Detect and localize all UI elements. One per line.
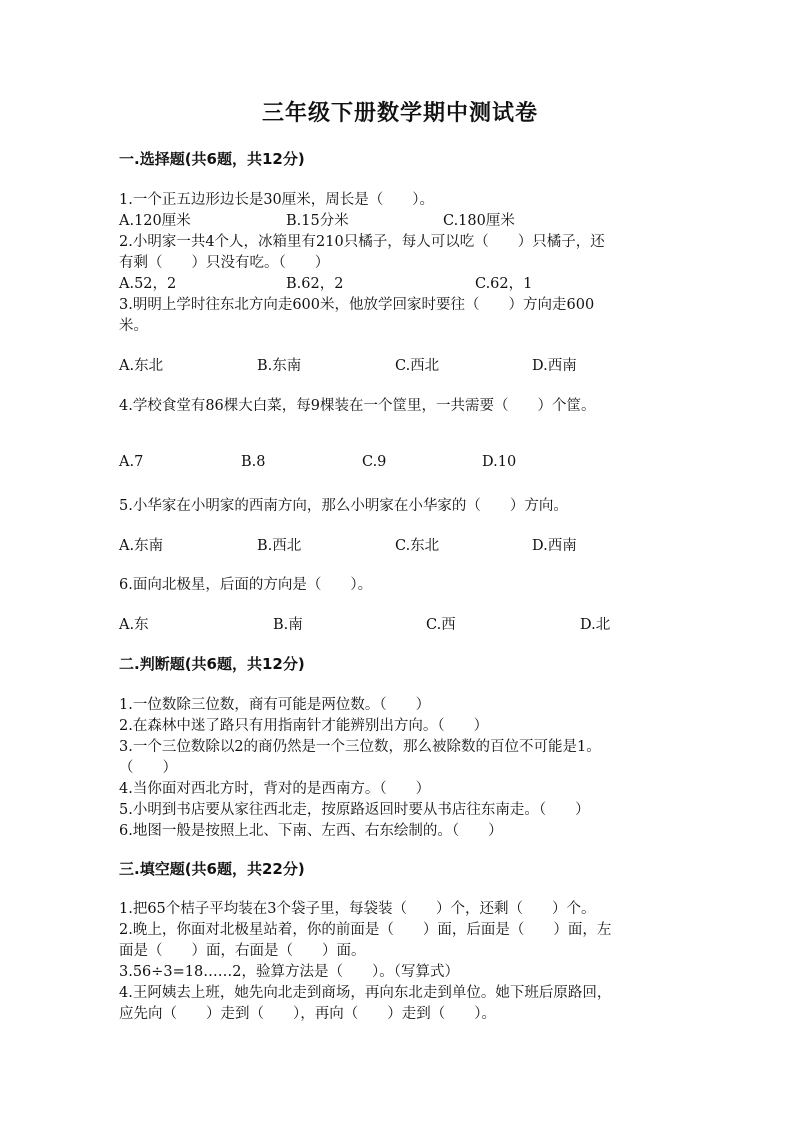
q2-option-b: B.62，2 — [286, 276, 344, 292]
q6-option-a: A.东 — [119, 617, 149, 633]
q5-option-c: C.东北 — [395, 538, 440, 554]
q3-option-a: A.东北 — [119, 358, 164, 374]
q5-option-d: D.西南 — [532, 538, 577, 554]
q1-option-b: B.15分米 — [286, 213, 349, 229]
tf-line-6: 5.小明到书店要从家往西北走，按原路返回时要从书店往东南走。（ ） — [119, 802, 590, 818]
fill-line-2: 2.晚上，你面对北极星站着，你的前面是（ ）面，后面是（ ）面，左 — [119, 922, 612, 938]
q4-text: 4.学校食堂有86棵大白菜，每9棵装在一个筐里，一共需要（ ）个筐。 — [119, 398, 596, 414]
q3-text-line1: 3.明明上学时往东北方向走600米，他放学回家时要往（ ）方向走600 — [119, 297, 595, 313]
tf-line-7: 6.地图一般是按照上北、下南、左西、右东绘制的。（ ） — [119, 823, 503, 839]
q2-option-a: A.52，2 — [119, 276, 177, 292]
q3-option-d: D.西南 — [532, 358, 577, 374]
fill-line-5: 4.王阿姨去上班，她先向北走到商场，再向东北走到单位。她下班后原路回， — [119, 985, 612, 1001]
tf-line-3: 3.一个三位数除以2的商仍然是一个三位数，那么被除数的百位不可能是1。 — [119, 739, 601, 755]
q6-option-b: B.南 — [273, 617, 303, 633]
fill-line-1: 1.把65个桔子平均装在3个袋子里，每袋装（ ）个，还剩（ ）个。 — [119, 901, 596, 917]
q1-option-a: A.120厘米 — [119, 213, 191, 229]
q6-option-c: C.西 — [426, 617, 456, 633]
page-title: 三年级下册数学期中测试卷 — [261, 100, 538, 126]
tf-line-5: 4.当你面对西北方时，背对的是西南方。（ ） — [119, 781, 431, 797]
q2-option-c: C.62，1 — [475, 276, 533, 292]
fill-line-3: 面是（ ）面，右面是（ ）面。 — [119, 943, 366, 959]
fill-line-6: 应先向（ ）走到（ ），再向（ ）走到（ ）。 — [119, 1006, 496, 1022]
q2-text-line2: 有剩（ ）只没有吃。（ ） — [119, 255, 330, 271]
q5-text: 5.小华家在小明家的西南方向，那么小明家在小华家的（ ）方向。 — [119, 498, 568, 514]
q6-option-d: D.北 — [580, 617, 611, 633]
q1-option-c: C.180厘米 — [443, 213, 515, 229]
q1-text: 1.一个正五边形边长是30厘米，周长是（ ）。 — [119, 192, 435, 208]
q5-option-a: A.东南 — [119, 538, 164, 554]
tf-line-4: （ ） — [119, 760, 177, 776]
fill-line-4: 3.56÷3=18……2，验算方法是（ ）。（写算式） — [119, 964, 459, 980]
q5-option-b: B.西北 — [257, 538, 302, 554]
q2-text-line1: 2.小明家一共4个人，冰箱里有210只橘子，每人可以吃（ ）只橘子，还 — [119, 234, 605, 250]
tf-line-1: 1.一位数除三位数，商有可能是两位数。（ ） — [119, 697, 431, 713]
section-heading-choice: 一.选择题(共6题，共12分) — [119, 150, 305, 168]
q3-text-line2: 米。 — [119, 318, 148, 334]
section-heading-fill-in: 三.填空题(共6题，共22分) — [119, 860, 305, 878]
tf-line-2: 2.在森林中迷了路只有用指南针才能辨别出方向。（ ） — [119, 718, 489, 734]
q3-option-b: B.东南 — [257, 358, 302, 374]
q6-text: 6.面向北极星，后面的方向是（ ）。 — [119, 577, 373, 593]
q4-option-b: B.8 — [241, 454, 266, 470]
q4-option-a: A.7 — [119, 454, 144, 470]
q4-option-d: D.10 — [482, 454, 517, 470]
q4-option-c: C.9 — [362, 454, 387, 470]
section-heading-true-false: 二.判断题(共6题，共12分) — [119, 655, 305, 673]
q3-option-c: C.西北 — [395, 358, 440, 374]
